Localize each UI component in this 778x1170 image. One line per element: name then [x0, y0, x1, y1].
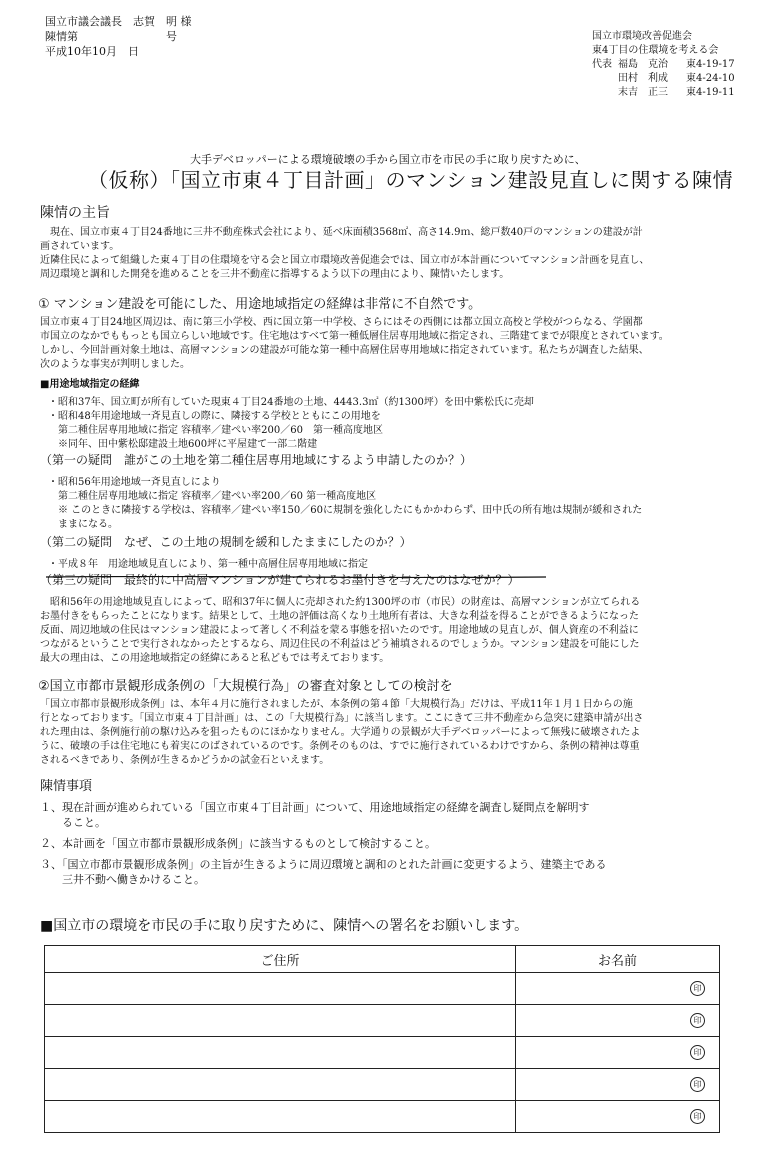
addressee: 国立市議会議長 志賀 明 様: [45, 15, 192, 28]
section-1-paragraph: [40, 596, 640, 666]
subtitle: 大手デベロッパーによる環境破壊の手から国立市を市民の手に取り戻すために、: [190, 153, 586, 166]
text-line: ・昭和56年用途地域一斉見直しにより: [48, 477, 221, 488]
table-row: [45, 1101, 720, 1133]
section-2-text: [40, 698, 643, 768]
list-item: ３、「国立市都市景観形成条例」の主旨が生きるように周辺環境と調和のとれた計画に変更するよう、建築主である: [40, 858, 607, 871]
address-cell[interactable]: [45, 1037, 516, 1069]
rep-address: 東4-24-10: [686, 73, 735, 84]
signature-heading: ■国立市の環境を市民の手に取り戻すために、陳情への署名をお願いします。: [40, 918, 529, 934]
text-line: 昭和56年の用途地域見直しによって、昭和37年に個人に売却された約1300坪の市（市民）の財産は、高層マンションが立てられる: [40, 597, 641, 608]
text-line: 周辺環境と調和した開発を進めることを三井不動産に指導するよう以下の理由により、陳情いたします。: [40, 269, 510, 280]
question-1: （第一の疑問 誰がこの土地を第二種住居専用地域にするよう申請したのか？）: [40, 453, 473, 467]
text-line: されるべきであり、条例が生きるかどうかの試金石といえます。: [40, 755, 330, 766]
signature-table: [44, 945, 720, 1133]
text-line: 現在、国立市東４丁目24番地に三井不動産株式会社により、延べ床面積3568㎡、高さ14.9ｍ、総戸数40戸のマンションの建設が計: [40, 227, 643, 238]
name-cell[interactable]: [516, 1069, 720, 1101]
submitter-block: [592, 30, 735, 100]
history-block-2: [48, 476, 642, 532]
question-3: （第三の疑問 最終的に中高層マンションが建てられるお墨付きを与えたのはなぜか？）: [40, 573, 520, 587]
text-line: しかし、今回計画対象土地は、高層マンションの建設が可能な第一種中高層住居専用地域に指定されています。私たちが調査した結果、: [40, 345, 649, 356]
items-list: [40, 800, 607, 887]
org-name-2: 東4丁目の住環境を考える会: [592, 45, 719, 56]
seal-icon: 印: [690, 1109, 705, 1124]
text-line: 行となっております。「国立市東４丁目計画」は、この「大規模行為」に該当します。ここにきて三井不動産から急突に建築申請が出さ: [40, 713, 644, 724]
representative-row: [592, 86, 735, 100]
text-line: 画されています。: [40, 241, 120, 252]
list-item: ２、本計画を「国立市都市景観形成条例」に該当するものとして検討すること。: [40, 837, 436, 850]
seal-icon: 印: [690, 1077, 705, 1092]
petition-date: 平成10年10月 日: [45, 45, 139, 58]
table-row: [45, 1069, 720, 1101]
seal-icon: 印: [690, 1013, 705, 1028]
address-cell[interactable]: [45, 1101, 516, 1133]
column-header-address: ご住所: [45, 946, 516, 973]
intro-heading: 陳情の主旨: [40, 205, 110, 221]
address-cell[interactable]: [45, 1005, 516, 1037]
text-line: れた理由は、条例施行前の駆け込みを狙ったものにほかなりません。大学通りの景観が大手デベロッパーによって無残に破壊されたよ: [40, 727, 641, 738]
name-cell[interactable]: [516, 1101, 720, 1133]
text-line: ※ このときに隣接する学校は、容積率／建ぺい率150／60に規制を強化したにもかかわらず、田中氏の所有地は規制が緩和された: [48, 505, 643, 516]
text-line: ・昭和48年用途地域一斉見直しの際に、隣接する学校とともにこの用地を: [48, 411, 381, 422]
rep-address: 東4-19-11: [686, 87, 735, 98]
seal-icon: 印: [690, 981, 705, 996]
section-1-heading: ① マンション建設を可能にした、用途地域指定の経緯は非常に不自然です。: [38, 297, 482, 312]
text-line: ※同年、田中紫松邸建設土地600坪に平屋建て一部二階建: [48, 439, 318, 450]
text-line: 「国立市都市景観形成条例」は、本年４月に施行されましたが、本条例の第４節「大規模行為」だけは、平成11年１月１日からの施: [40, 699, 633, 710]
name-cell[interactable]: [516, 1037, 720, 1069]
addressee-block: [45, 14, 192, 59]
text-line: うに、破壊の手は住宅地にも着実にのばされているのです。条例そのものは、すでに施行されているわけですから、条例の精神は尊重: [40, 741, 640, 752]
org-name-1: 国立市環境改善促進会: [592, 31, 692, 42]
document-title: （仮称）「国立市東４丁目計画」のマンション建設見直しに関する陳情: [88, 168, 734, 192]
table-row: [45, 1005, 720, 1037]
name-cell[interactable]: [516, 1005, 720, 1037]
history-heading: ■用途地域指定の経緯: [40, 379, 140, 390]
table-row: [45, 973, 720, 1005]
list-item: 三井不動へ働きかけること。: [40, 873, 205, 886]
question-2: （第二の疑問 なぜ、この土地の規制を緩和したままにしたのか？）: [40, 535, 412, 549]
address-cell[interactable]: [45, 1069, 516, 1101]
text-line: 第二種住居専用地域に指定 容積率／建ぺい率200／60 第一種高度地区: [48, 425, 383, 436]
rep-address: 東4-19-17: [686, 59, 735, 70]
table-row: [45, 1037, 720, 1069]
intro-text: [40, 226, 649, 282]
petition-number: 陳情第 号: [45, 30, 177, 43]
name-cell[interactable]: [516, 973, 720, 1005]
text-line: 反面、周辺地域の住民はマンション建設によって著しく不利益を蒙る事態を招いたのです。用途地域の見直しが、個人資産の不利益に: [40, 625, 639, 636]
address-cell[interactable]: [45, 973, 516, 1005]
text-line: 近隣住民によって組織した東４丁目の住環境を守る会と国立市環境改善促進会では、国立市が本計画についてマンション計画を見直し、: [40, 255, 650, 266]
text-line: 国立市東４丁目24地区周辺は、南に第三小学校、西に国立第一中学校、さらにはその西側には都立国立高校と学校がつらなる、学園都: [40, 317, 643, 328]
section-2-heading: ②国立市都市景観形成条例の「大規模行為」の審査対象としての検討を: [38, 679, 453, 694]
text-line: ・昭和37年、国立町が所有していた現東４丁目24番地の土地、4443.3㎡（約1300坪）を田中紫松氏に売却: [48, 397, 534, 408]
history-block-1: [48, 396, 534, 452]
text-line: 次のような事実が判明しました。: [40, 359, 190, 370]
items-heading: 陳情事項: [40, 779, 93, 794]
text-line: 最大の理由は、この用途地域指定の経緯にあると私どもでは考えております。: [40, 653, 390, 664]
representative-row: [592, 58, 735, 72]
text-line: ままになる。: [48, 519, 118, 530]
rep-name: 末吉 正三: [618, 87, 668, 98]
history-line-3: ・平成８年 用途地域見直しにより、第一種中高層住居専用地域に指定: [48, 559, 368, 570]
list-item: ること。: [40, 816, 106, 829]
rep-role: 代表: [592, 59, 612, 70]
seal-icon: 印: [690, 1045, 705, 1060]
rep-name: 福島 克治: [618, 59, 668, 70]
text-line: 市国立のなかでももっとも国立らしい地域です。住宅地はすべて第一種低層住居専用地域に指定され、三階建てまでが限度とされています。: [40, 331, 669, 342]
text-line: 第二種住居専用地域に指定 容積率／建ぺい率200／60 第一種高度地区: [48, 491, 377, 502]
list-item: １、現在計画が進められている「国立市東４丁目計画」について、用途地域指定の経緯を調査し疑問点を解明す: [40, 801, 590, 814]
representative-row: [592, 72, 735, 86]
text-line: つながるということで実行されなかったとするなら、周辺住民の不利益はどう補填されるのでしょうか。マンション建設を可能にした: [40, 639, 640, 650]
text-line: お墨付きをもらったことになります。結果として、土地の評価は高くなり土地所有者は、大きな利益を得ることができるようになった: [40, 611, 639, 622]
rep-name: 田村 利成: [618, 73, 668, 84]
column-header-name: お名前: [516, 946, 720, 973]
section-1-intro: [40, 316, 669, 372]
